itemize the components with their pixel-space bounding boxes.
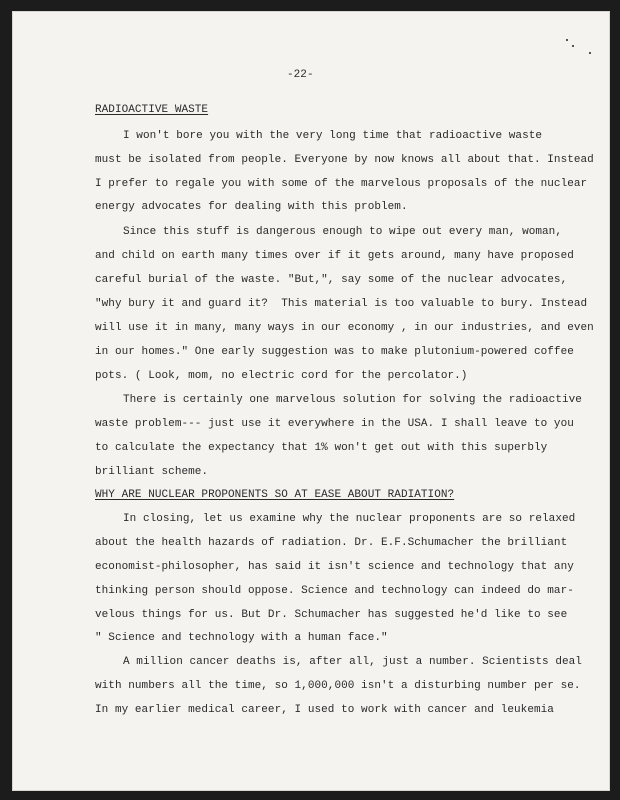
paragraph-line: brilliant scheme. (95, 466, 209, 478)
paragraph-line: " Science and technology with a human face." (95, 632, 388, 644)
paragraph-line: pots. ( Look, mom, no electric cord for the percolator.) (95, 370, 468, 382)
paragraph-line: velous things for us. But Dr. Schumacher has suggested he'd like to see (95, 609, 568, 621)
paragraph-line: In closing, let us examine why the nuclear proponents are so relaxed (123, 513, 576, 525)
paragraph-line: Since this stuff is dangerous enough to wipe out every man, woman, (123, 226, 562, 238)
paragraph-line: with numbers all the time, so 1,000,000 isn't a disturbing number per se. (95, 680, 581, 692)
section-heading-nuclear-proponents: WHY ARE NUCLEAR PROPONENTS SO AT EASE ABOUT RADIATION? (95, 489, 455, 501)
speck-mark (589, 52, 591, 54)
paragraph-line: I prefer to regale you with some of the marvelous proposals of the nuclear (95, 178, 588, 190)
document-page (12, 11, 610, 791)
paragraph-line: in our homes." One early suggestion was to make plutonium-powered coffee (95, 346, 574, 358)
paragraph-line: about the health hazards of radiation. Dr. E.F.Schumacher the brilliant (95, 537, 568, 549)
paragraph-line: and child on earth many times over if it gets around, many have proposed (95, 250, 574, 262)
paragraph-line: to calculate the expectancy that 1% won't get out with this superbly (95, 442, 548, 454)
paragraph-line: economist-philosopher, has said it isn't science and technology that any (95, 561, 574, 573)
paragraph-line: There is certainly one marvelous solution for solving the radioactive (123, 394, 582, 406)
paragraph-line: must be isolated from people. Everyone by now knows all about that. Instead (95, 154, 594, 166)
section-heading-radioactive-waste: RADIOACTIVE WASTE (95, 104, 209, 116)
speck-mark (566, 39, 568, 41)
paragraph-line: waste problem--- just use it everywhere in the USA. I shall leave to you (95, 418, 574, 430)
paragraph-line: In my earlier medical career, I used to work with cancer and leukemia (95, 704, 554, 716)
paragraph-line: "why bury it and guard it? This material is too valuable to bury. Instead (95, 298, 588, 310)
speck-mark (572, 45, 574, 47)
paragraph-line: careful burial of the waste. "But,", say some of the nuclear advocates, (95, 274, 568, 286)
page-number: -22- (287, 69, 314, 81)
paragraph-line: I won't bore you with the very long time that radioactive waste (123, 130, 543, 142)
paragraph-line: thinking person should oppose. Science and technology can indeed do mar- (95, 585, 574, 597)
paragraph-line: energy advocates for dealing with this problem. (95, 201, 408, 213)
paper-specks (562, 37, 592, 57)
paragraph-line: will use it in many, many ways in our economy , in our industries, and even (95, 322, 594, 334)
paragraph-line: A million cancer deaths is, after all, just a number. Scientists deal (123, 656, 582, 668)
